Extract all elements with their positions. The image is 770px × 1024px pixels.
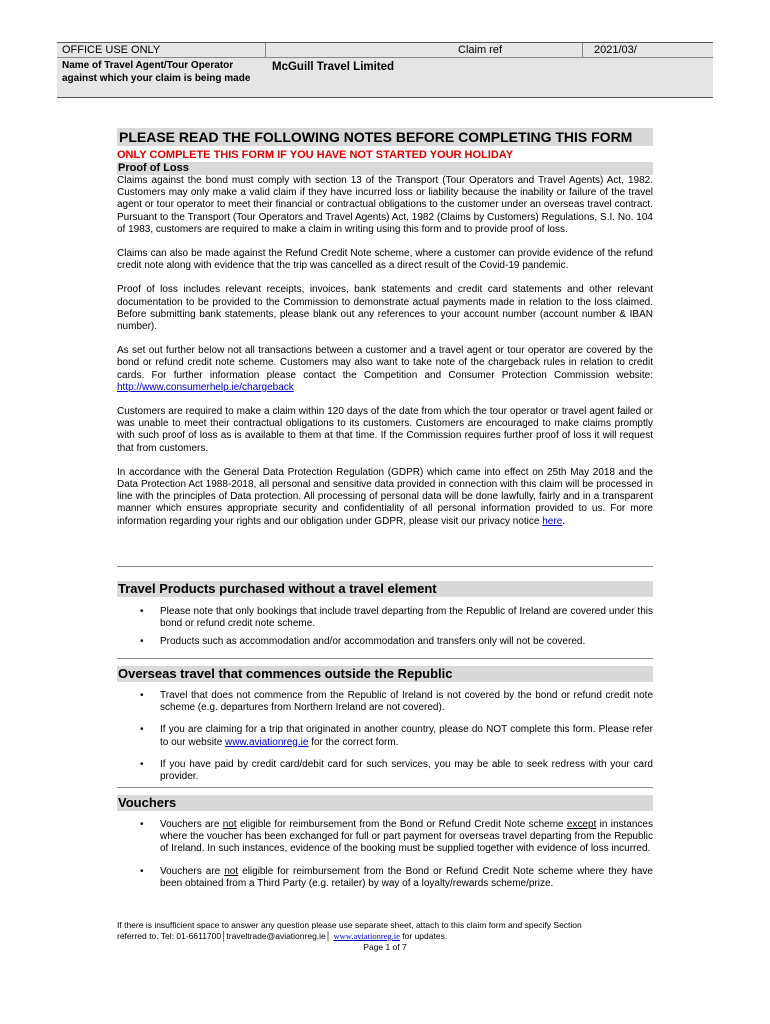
gdpr-end: . [562, 515, 566, 527]
proof-documents-paragraph: Proof of loss includes relevant receipts, invoices, bank statements and credit card statements and other relevant documentation to be provided to the Commission to demonstrate actual payments made in relation to the loss claimed. Before submitting bank statements, please blank out any references to your account number (account number & IBAN number). [117, 284, 653, 333]
section-rule [117, 787, 653, 788]
gdpr-text: In accordance with the General Data Protection Regulation (GDPR) which came into effect on 25th May 2018 and the Data Protection Act 1988-2018, all personal and sensitive data provided in connection with this claim will be processed in line with the principles of Data protection. All processing of personal data will be done lawfully, fairly and in a transparent manner which ensures appropriate security and confidentiality of all personal information provided to us. For more information regarding your rights and our obligation under GDPR, please visit our privacy notice [117, 466, 653, 527]
aviationreg-link[interactable]: www.aviationreg.ie [225, 736, 309, 748]
office-use-table [57, 42, 713, 98]
chargeback-link[interactable]: http://www.consumerhelp.ie/chargeback [117, 381, 294, 393]
chargeback-paragraph [117, 345, 653, 394]
list-item-text: If you are claiming for a trip that originated in another country, please do NOT complete this form. Please refer to our website [160, 724, 653, 748]
bullet-icon: • [140, 758, 144, 770]
bullet-icon: • [140, 819, 144, 830]
bullet-icon: • [140, 690, 144, 701]
emphasis-not: not [222, 819, 237, 830]
travel-products-heading: Travel Products purchased without a travel element [117, 581, 653, 597]
divider [582, 43, 583, 57]
bullet-icon: • [140, 606, 144, 617]
office-use-header-row [57, 44, 713, 58]
list-item [117, 636, 653, 648]
vouchers-list [117, 819, 653, 900]
proof-of-loss-paragraph: Claims against the bond must comply with section 13 of the Transport (Tour Operators and Travel Agents) Act, 1982. Customers may only make a valid claim if they have incurred loss or liability because the inability or failure of the travel agent or tour operator to meet their financial or contractual obligations to the customer under an overseas travel contract. Pursuant to the Transport (Tour Operators and Travel Agents) Act, 1982 (Claims by Customers) Regulations, S.I. No. 104 of 1983, customers are required to make a claim in writing using this form and to provide proof of loss. [117, 175, 653, 235]
list-item-text: Travel that does not commence from the Republic of Ireland is not covered by the bond or refund credit note scheme (e.g. departures from Northern Ireland are not covered). [160, 690, 653, 714]
list-item-text: eligible for reimbursement from the Bond or Refund Credit Note scheme where they have been obtained from a Third Party (e.g. retailer) by way of a loyalty/rewards scheme/prize. [160, 865, 653, 889]
footer-note: If there is insufficient space to answer any question please use separate sheet, attach to this claim form and specify Section [117, 920, 582, 930]
refund-credit-note-paragraph: Claims can also be made against the Refund Credit Note scheme, where a customer can provide evidence of the refund credit note along with evidence that the trip was cancelled as a direct result of the Covid-19 pandemic. [117, 248, 653, 272]
list-item-text: Products such as accommodation and/or accommodation and transfers only will not be covered. [160, 636, 586, 648]
section-rule [117, 566, 653, 567]
list-item-text: Vouchers are [160, 819, 223, 830]
page-number: Page 1 of 7 [363, 942, 407, 952]
bullet-icon: • [140, 865, 144, 877]
footer-website-link[interactable]: www.aviationreg.ie [333, 931, 400, 941]
holiday-warning: ONLY COMPLETE THIS FORM IF YOU HAVE NOT STARTED YOUR HOLIDAY [117, 149, 514, 161]
list-item-text: eligible for reimbursement from the Bond or Refund Credit Note scheme [236, 819, 567, 830]
list-item [117, 690, 653, 714]
privacy-notice-link[interactable]: here [542, 515, 563, 527]
claim-ref-value: 2021/03/ [594, 44, 637, 56]
emphasis-except: except [566, 819, 597, 830]
list-item [117, 759, 653, 783]
list-item-text: Please note that only bookings that include travel departing from the Republic of Ireland are covered under this bond or refund credit note scheme. [160, 606, 653, 630]
claim-ref-label: Claim ref [458, 44, 503, 56]
footer-contact-text: referred to. Tel: 01-6611700│traveltrade@aviationreg.ie│ [117, 931, 334, 941]
list-item [117, 866, 653, 890]
page-footer [117, 920, 653, 953]
office-use-title: OFFICE USE ONLY [62, 44, 161, 56]
agent-name-label: Name of Travel Agent/Tour Operator against which your claim is being made [62, 60, 251, 84]
list-item-text: in instances where the voucher has been exchanged for full or part payment for overseas travel departing from the Republic of Ireland. In such instances, evidence of the booking must be supplied together with evidence of loss incurred. [160, 819, 653, 855]
time-limit-paragraph: Customers are required to make a claim within 120 days of the date from which the tour operator or travel agent failed or was unable to meet their contractual obligations to its customers. Customers are encouraged to make claims promptly with such proof of loss as is available to them at that time. If the Commission requires further proof of loss it will request that from customers. [117, 406, 653, 454]
bullet-icon: • [140, 636, 144, 648]
chargeback-text: As set out further below not all transactions between a customer and a travel agent or tour operator are covered by the bond or refund credit note scheme. Customers may also want to take note of the chargeback rules in relation to credit cards. For further information please contact the Competition and Consumer Protection Commission website: [117, 345, 653, 381]
list-item [117, 819, 653, 856]
agent-name-value: McGuill Travel Limited [272, 61, 395, 73]
overseas-heading: Overseas travel that commences outside the Republic [117, 666, 653, 682]
notes-section [117, 128, 653, 528]
list-item-text: for the correct form. [308, 736, 399, 748]
page-title: PLEASE READ THE FOLLOWING NOTES BEFORE COMPLETING THIS FORM [117, 128, 653, 146]
overseas-list [117, 690, 653, 793]
section-rule [117, 658, 653, 659]
divider [265, 43, 266, 57]
footer-contact [117, 931, 653, 942]
gdpr-paragraph [117, 467, 653, 528]
list-item [117, 724, 653, 748]
vouchers-heading: Vouchers [117, 795, 653, 811]
list-item-text: If you have paid by credit card/debit card for such services, you may be able to seek redress with your card provider. [160, 758, 653, 783]
emphasis-not: not [224, 865, 239, 877]
footer-contact-end: for updates. [399, 931, 448, 941]
proof-of-loss-heading: Proof of Loss [117, 162, 653, 175]
bullet-icon: • [140, 724, 144, 736]
list-item-text: Vouchers are [160, 865, 225, 877]
list-item [117, 606, 653, 630]
travel-products-list [117, 606, 653, 659]
